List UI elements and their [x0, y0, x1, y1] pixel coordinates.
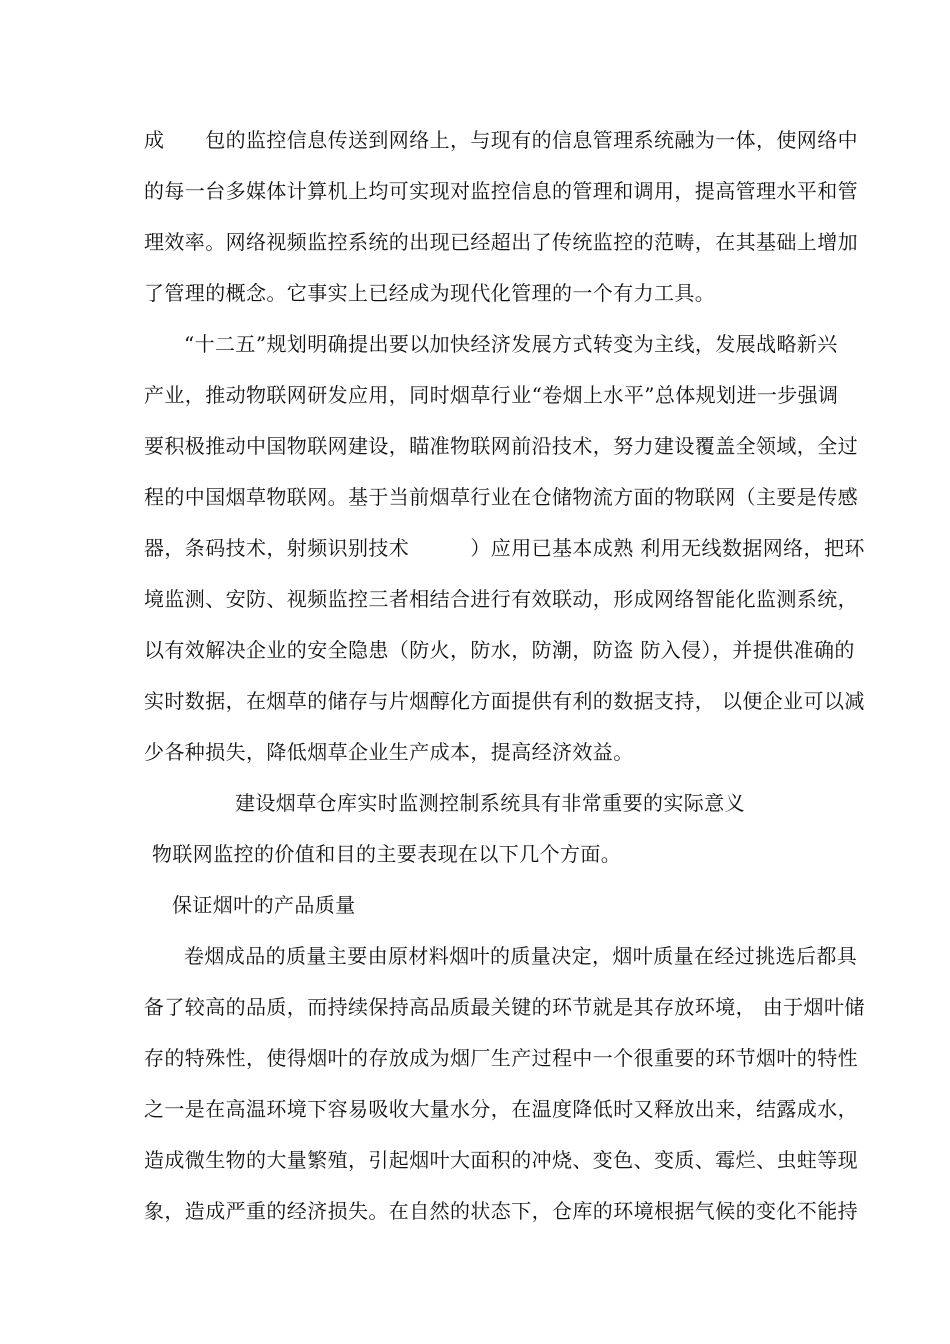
paragraph-2-line-1: “十二五”规划明确提出要以加快经济发展方式转变为主线，发展战略新兴 [184, 332, 838, 356]
paragraph-2-line-9: 少各种损失，降低烟草企业生产成本，提高经济效益。 [144, 740, 634, 764]
section-intro: 物联网监控的价值和目的主要表现在以下几个方面。 [152, 842, 622, 866]
paragraph-1-line-4: 了管理的概念。它事实上已经成为现代化管理的一个有力工具。 [144, 281, 716, 305]
paragraph-3-line-5: 造成微生物的大量繁殖，引起烟叶大面积的冲烧、变色、变质、霉烂、虫蛀等现 [144, 1148, 858, 1172]
paragraph-1-line-3: 理效率。网络视频监控系统的出现已经超出了传统监控的范畴，在其基础上增加 [144, 230, 858, 254]
paragraph-2-line-6: 境监测、安防、视频监控三者相结合进行有效联动，形成网络智能化监测系统， [144, 587, 858, 611]
paragraph-3-line-2: 备了较高的品质，而持续保持高品质最关键的环节就是其存放环境， 由于烟叶储 [144, 995, 865, 1019]
paragraph-3-line-6: 象，造成严重的经济损失。在自然的状态下，仓库的环境根据气候的变化不能持 [144, 1199, 858, 1223]
paragraph-2-line-8: 实时数据，在烟草的储存与片烟醇化方面提供有利的数据支持， 以便企业可以减 [144, 689, 865, 713]
paragraph-2-line-3: 要积极推动中国物联网建设，瞄准物联网前沿技术，努力建设覆盖全领域，全过 [144, 434, 858, 458]
paragraph-1-line-1: 成 包的监控信息传送到网络上，与现有的信息管理系统融为一体，使网络中 [144, 128, 858, 152]
paragraph-1-line-2: 的每一台多媒体计算机上均可实现对监控信息的管理和调用，提高管理水平和管 [144, 179, 858, 203]
paragraph-2-line-4: 程的中国烟草物联网。基于当前烟草行业在仓储物流方面的物联网（主要是传感 [144, 485, 858, 509]
paragraph-3-line-3: 存的特殊性，使得烟叶的存放成为烟厂生产过程中一个很重要的环节烟叶的特性 [144, 1046, 858, 1070]
paragraph-2-line-5: 器，条码技术，射频识别技术 ）应用已基本成熟 利用无线数据网络，把环 [144, 536, 865, 560]
paragraph-3-line-4: 之一是在高温环境下容易吸收大量水分，在温度降低时又释放出来，结露成水， [144, 1097, 858, 1121]
paragraph-3-line-1: 卷烟成品的质量主要由原材料烟叶的质量决定，烟叶质量在经过挑选后都具 [184, 944, 858, 968]
paragraph-2-line-7: 以有效解决企业的安全隐患（防火，防水，防潮，防盗 防入侵），并提供准确的 [144, 638, 855, 662]
section-heading: 建设烟草仓库实时监测控制系统具有非常重要的实际意义 [235, 791, 745, 815]
subsection-heading: 保证烟叶的产品质量 [172, 893, 356, 917]
paragraph-2-line-2: 产业，推动物联网研发应用，同时烟草行业“卷烟上水平”总体规划进一步强调 [144, 383, 839, 407]
